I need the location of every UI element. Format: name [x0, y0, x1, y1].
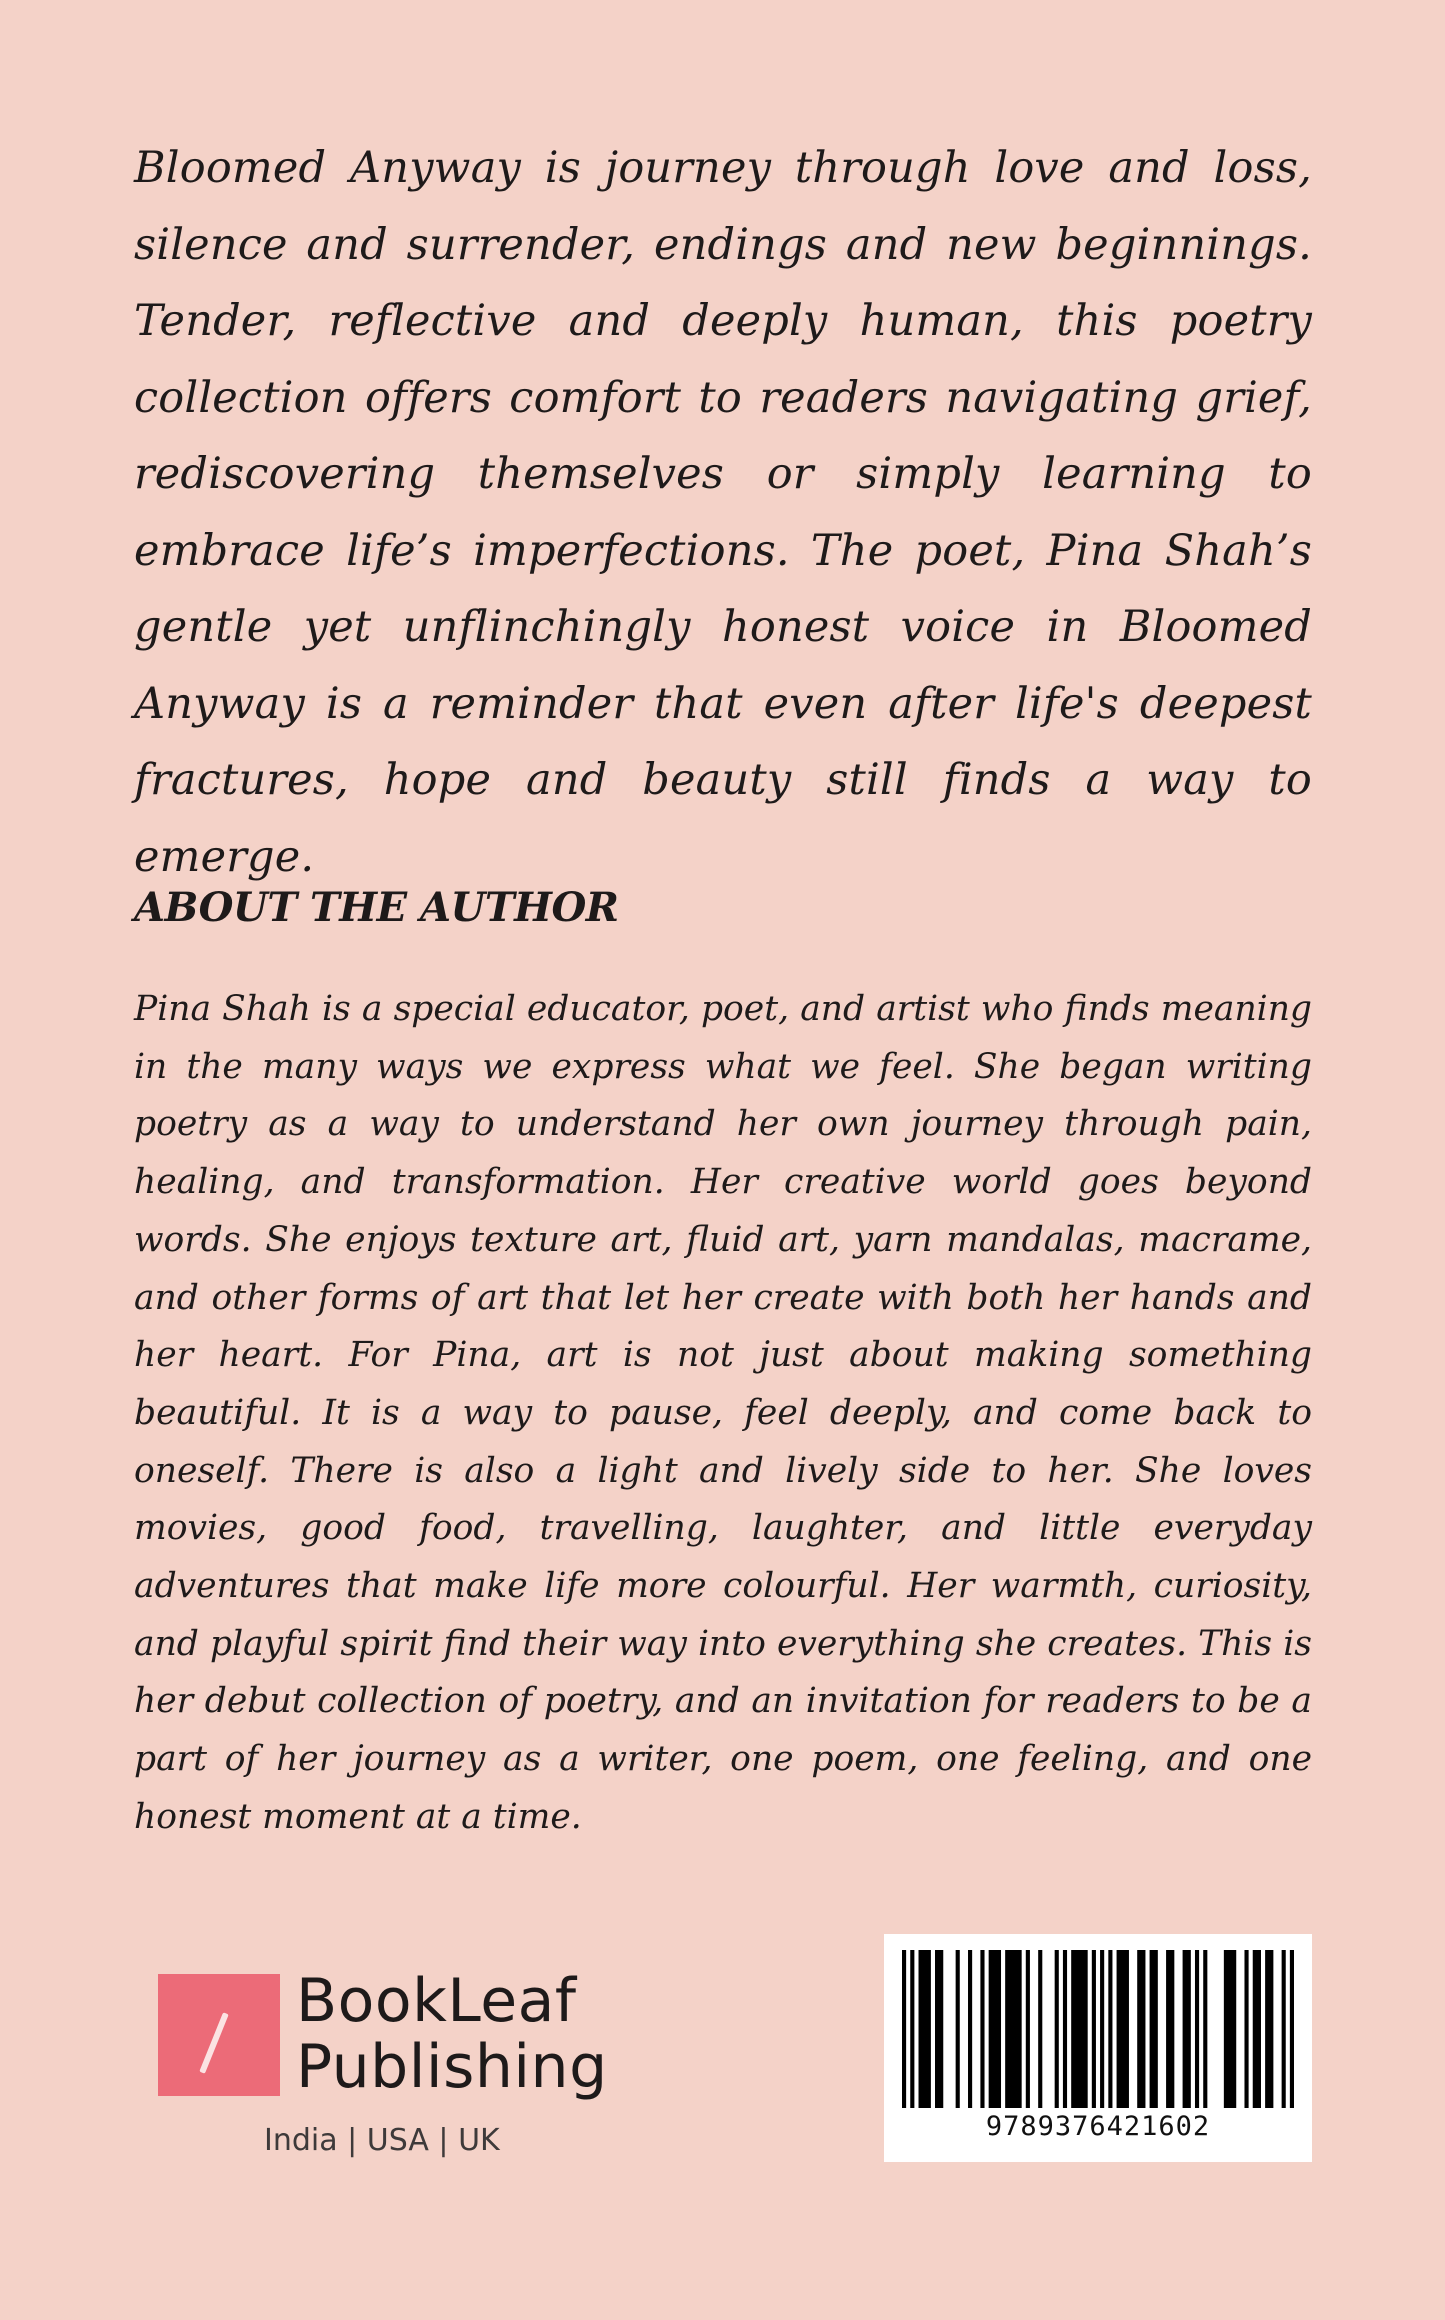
author-bio: Pina Shah is a special educator, poet, and artist who finds meaning in the many ways we express what we feel. She began writing poetry as a way to understand her own journey through pain, healing, and transformation. Her creative world goes beyond words. She enjoys texture art, fluid art, yarn mandalas, macrame, and other forms of art that let her create with both her hands and her heart. For Pina, art is not just about making something beautiful. It is a way to pause, feel deeply, and come back to oneself. There is also a light and lively side to her. She loves movies, good food, travelling, laughter, and little everyday adventures that make life more colourful. Her warmth, curiosity, and playful spirit find their way into everything she creates. This is her debut collection of poetry, and an invitation for readers to be a part of her journey as a writer, one poem, one feeling, and one honest moment at a time.: [134, 989, 1312, 1837]
barcode-bar: [1026, 1950, 1030, 2108]
publisher-name: [296, 1968, 608, 2100]
barcode-bar: [1071, 1950, 1088, 2108]
barcode-bar: [1265, 1950, 1273, 2108]
publisher-name-line2: Publishing: [296, 2032, 608, 2102]
barcode-bar: [1224, 1950, 1236, 2108]
barcode-bar: [989, 1950, 1001, 2108]
barcode-bar: [980, 1950, 984, 2108]
about-author-heading: ABOUT THE AUTHOR: [134, 884, 619, 931]
barcode-bar: [1108, 1950, 1112, 2108]
barcode-bar: [1253, 1950, 1261, 2108]
barcode-bar: [1244, 1950, 1248, 2108]
barcode-bar: [1038, 1950, 1042, 2108]
barcode-bar: [1055, 1950, 1059, 2108]
isbn-barcode: [884, 1934, 1312, 2162]
barcode-bar: [935, 1950, 943, 2108]
barcode-bar: [1005, 1950, 1022, 2108]
publisher-regions: India | USA | UK: [264, 2123, 500, 2158]
barcode-bar: [910, 1950, 914, 2108]
barcode-bar: [1150, 1950, 1158, 2108]
barcode-bar: [919, 1950, 931, 2108]
barcode-bar: [1137, 1950, 1145, 2108]
barcode-bar: [1100, 1950, 1104, 2108]
barcode-bar: [1195, 1950, 1199, 2108]
barcode-bar: [1290, 1950, 1294, 2108]
barcode-bar: [1063, 1950, 1067, 2108]
isbn-number: 9789376421602: [985, 2111, 1211, 2142]
slash-square-logo-icon: [158, 1974, 280, 2096]
barcode-icon: [902, 1950, 1294, 2108]
publisher-logo: [158, 1968, 608, 2168]
book-blurb: Bloomed Anyway is journey through love and loss, silence and surrender, endings and new beginnings. Tender, reflective and deeply human, this poetry collection offers comfort to readers navigating grief, rediscovering themselves or simply learning to embrace life’s imperfections. The poet, Pina Shah’s gentle yet unflinchingly honest voice in Bloomed Anyway is a reminder that even after life's deepest fractures, hope and beauty still finds a way to emerge.: [134, 143, 1312, 882]
publisher-name-line1: BookLeaf: [296, 1966, 577, 2036]
barcode-bar: [956, 1950, 960, 2108]
barcode-bar: [1117, 1950, 1129, 2108]
barcode-bar: [1166, 1950, 1174, 2108]
barcode-bar: [1282, 1950, 1286, 2108]
barcode-bar: [1183, 1950, 1191, 2108]
barcode-bar: [1203, 1950, 1207, 2108]
barcode-bar: [1092, 1950, 1096, 2108]
barcode-bar: [902, 1950, 906, 2108]
barcode-bar: [968, 1950, 972, 2108]
